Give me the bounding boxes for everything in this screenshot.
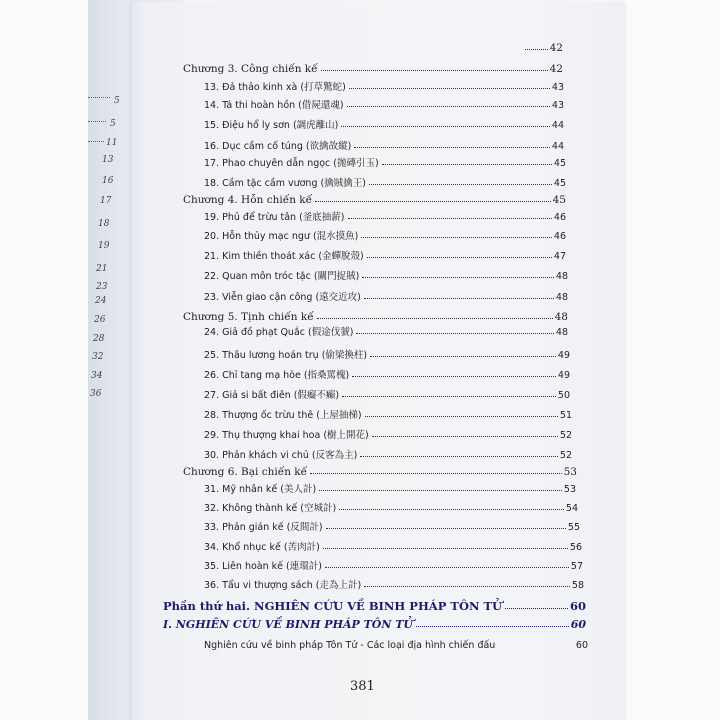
toc-item [204, 383, 570, 401]
leader-dots [525, 49, 548, 50]
toc-item [204, 515, 580, 533]
toc-item [204, 535, 582, 553]
toc-label: 31. Mỹ nhân kế (美人計) [204, 484, 317, 495]
leader-dots [505, 608, 568, 609]
toc-page: 43 [551, 82, 564, 93]
leader-dots [341, 126, 550, 127]
leader-dots [323, 548, 568, 549]
toc-label: Chương 5. Tịnh chiến kế [183, 311, 314, 323]
toc-label: 20. Hỗn thủy mạc ngư (混水摸魚) [204, 231, 359, 242]
facing-page-number: 5 [114, 96, 120, 106]
toc-item [204, 443, 572, 461]
facing-page-number: 26 [94, 315, 106, 325]
leader-dots [348, 218, 552, 219]
toc-item [204, 554, 583, 572]
toc-page: 52 [559, 450, 572, 461]
toc-item [204, 75, 564, 93]
toc-label: 25. Thâu lương hoán trụ (偷梁換柱) [204, 350, 368, 361]
toc-label: Phần thứ hai. NGHIÊN CỨU VỀ BINH PHÁP TÔN TỬ [163, 599, 503, 613]
toc-label: 32. Không thành kế (空城計) [204, 503, 337, 514]
toc-label: 19. Phủ để trừu tân (釜底抽薪) [204, 212, 345, 223]
facing-page-number: 11 [106, 138, 118, 148]
toc-page: 48 [555, 327, 568, 338]
leader-dots [88, 141, 104, 143]
toc-page: 60 [575, 640, 588, 651]
toc-item [204, 403, 572, 421]
toc-item [204, 343, 570, 361]
toc-label: 33. Phản gián kế (反間計) [204, 522, 323, 533]
toc-page: 45 [553, 158, 566, 169]
toc-label: 15. Điệu hổ ly sơn (調虎離山) [204, 120, 339, 131]
toc-item [204, 151, 566, 169]
toc-page: 54 [565, 503, 578, 514]
toc-label: 28. Thượng ốc trừu thê (上屋抽梯) [204, 410, 362, 421]
facing-page-number: 32 [92, 352, 104, 362]
toc-label: 34. Khổ nhục kế (苦肉計) [204, 542, 320, 553]
toc-page: 51 [559, 410, 572, 421]
toc-chapter-3 [183, 57, 563, 75]
page-number: 381 [350, 679, 375, 694]
leader-dots [326, 528, 566, 529]
toc-page: 45 [552, 194, 566, 206]
leader-dots [88, 121, 106, 123]
toc-label: 13. Đả thảo kinh xà (打草驚蛇) [204, 82, 346, 93]
toc-label: 35. Liên hoàn kế (連環計) [204, 561, 322, 572]
toc-label: Nghiên cứu về binh pháp Tôn Tử - Các loại địa hình chiến đấu [204, 640, 496, 651]
toc-row [525, 36, 563, 54]
leader-dots [364, 298, 554, 299]
facing-page-number: 34 [91, 371, 103, 381]
facing-page-number: 28 [93, 334, 105, 344]
leader-dots [315, 201, 551, 202]
toc-item [204, 224, 566, 242]
toc-page: 53 [563, 484, 576, 495]
toc-label: 16. Dục cầm cố túng (欲擒故縱) [204, 141, 352, 152]
toc-item [204, 244, 566, 262]
leader-dots [321, 70, 548, 71]
facing-page-number: 36 [90, 389, 102, 399]
leader-dots [382, 164, 552, 165]
toc-page: 49 [557, 350, 570, 361]
leader-dots [361, 237, 552, 238]
facing-page-number: 19 [98, 241, 110, 251]
leader-dots [369, 184, 552, 185]
facing-page-number: 5 [110, 119, 116, 129]
toc-item [204, 363, 570, 381]
toc-page: 47 [553, 251, 566, 262]
leader-dots [364, 586, 570, 587]
leader-dots [319, 490, 562, 491]
toc-item [204, 205, 566, 223]
toc-page: 48 [554, 311, 568, 323]
toc-page: 45 [553, 178, 566, 189]
toc-page: 46 [553, 231, 566, 242]
facing-page-number: 21 [96, 264, 108, 274]
toc-page: 44 [551, 141, 564, 152]
toc-label: 29. Thụ thượng khai hoa (樹上開花) [204, 430, 369, 441]
toc-item [204, 496, 578, 514]
toc-page: 57 [570, 561, 583, 572]
toc-item [204, 320, 568, 338]
facing-page-number: 17 [100, 196, 112, 206]
toc-page: 56 [569, 542, 582, 553]
toc-page: 53 [563, 466, 577, 478]
toc-chapter-6 [183, 460, 577, 478]
toc-label: 26. Chỉ tang mạ hòe (指桑罵槐) [204, 370, 350, 381]
toc-page: 44 [551, 120, 564, 131]
toc-page: 58 [571, 580, 584, 591]
toc-section-1 [163, 613, 586, 631]
toc-item [204, 171, 566, 189]
facing-page-number: 23 [96, 282, 108, 292]
toc-page: 46 [553, 212, 566, 223]
facing-page-number: 16 [102, 176, 114, 186]
toc-page: 48 [555, 292, 568, 303]
leader-dots [365, 416, 558, 417]
leader-dots [349, 88, 550, 89]
leader-dots [362, 277, 554, 278]
toc-label: 22. Quan môn tróc tặc (關門捉賊) [204, 271, 360, 282]
leader-dots [339, 509, 564, 510]
toc-label: Chương 3. Công chiến kế [183, 63, 318, 75]
leader-dots [88, 97, 110, 99]
toc-item [204, 113, 564, 131]
toc-item [204, 423, 572, 441]
toc-label: 18. Cầm tặc cầm vương (擒賊擒王) [204, 178, 366, 189]
toc-label: 27. Giả si bất điên (假癡不癲) [204, 390, 340, 401]
facing-page-number: 18 [98, 219, 110, 229]
toc-item [204, 285, 568, 303]
toc-page: 43 [551, 100, 564, 111]
toc-page: 48 [555, 271, 568, 282]
toc-item [204, 477, 576, 495]
toc-page: 55 [567, 522, 580, 533]
leader-dots [367, 257, 552, 258]
toc-page: 52 [559, 430, 572, 441]
leader-dots [352, 376, 556, 377]
toc-label: 36. Tẩu vi thượng sách (走為上計) [204, 580, 362, 591]
toc-page: 50 [557, 390, 570, 401]
toc-part-2 [163, 593, 586, 613]
facing-page-number: 24 [95, 296, 107, 306]
toc-subitem [204, 633, 588, 651]
toc-label: 21. Kim thiền thoát xác (金蟬脫殼) [204, 251, 364, 262]
toc-page: 42 [549, 63, 563, 75]
leader-dots [342, 396, 556, 397]
toc-label: 17. Phao chuyên dẫn ngọc (拋磚引玉) [204, 158, 379, 169]
toc-label: 24. Giả đồ phạt Quắc (假途伐虢) [204, 327, 354, 338]
toc-label: I. NGHIÊN CỨU VỀ BINH PHÁP TÔN TỬ [163, 618, 414, 631]
leader-dots [370, 356, 556, 357]
leader-dots [356, 333, 553, 334]
toc-item [204, 134, 564, 152]
toc-page: 42 [549, 42, 563, 54]
leader-dots [347, 106, 550, 107]
toc-label: 14. Tá thi hoàn hồn (借屍還魂) [204, 100, 344, 111]
toc-item [204, 93, 564, 111]
leader-dots [416, 626, 569, 627]
toc-item [204, 264, 568, 282]
toc-label: Chương 4. Hỗn chiến kế [183, 194, 313, 206]
toc-page: 60 [569, 599, 586, 613]
toc-label: 23. Viễn giao cận công (遠交近攻) [204, 292, 361, 303]
toc-page: 60 [570, 618, 586, 631]
facing-page-number: 13 [102, 155, 114, 165]
leader-dots [372, 436, 558, 437]
leader-dots [310, 473, 562, 474]
leader-dots [354, 147, 550, 148]
leader-dots [360, 456, 558, 457]
leader-dots [317, 318, 553, 319]
toc-chapter-4 [183, 188, 566, 206]
toc-label: Chương 6. Bại chiến kế [183, 466, 308, 478]
toc-label: 30. Phản khách vi chủ (反客為主) [204, 450, 358, 461]
leader-dots [325, 567, 569, 568]
toc-item [204, 573, 584, 591]
toc-page: 49 [557, 370, 570, 381]
